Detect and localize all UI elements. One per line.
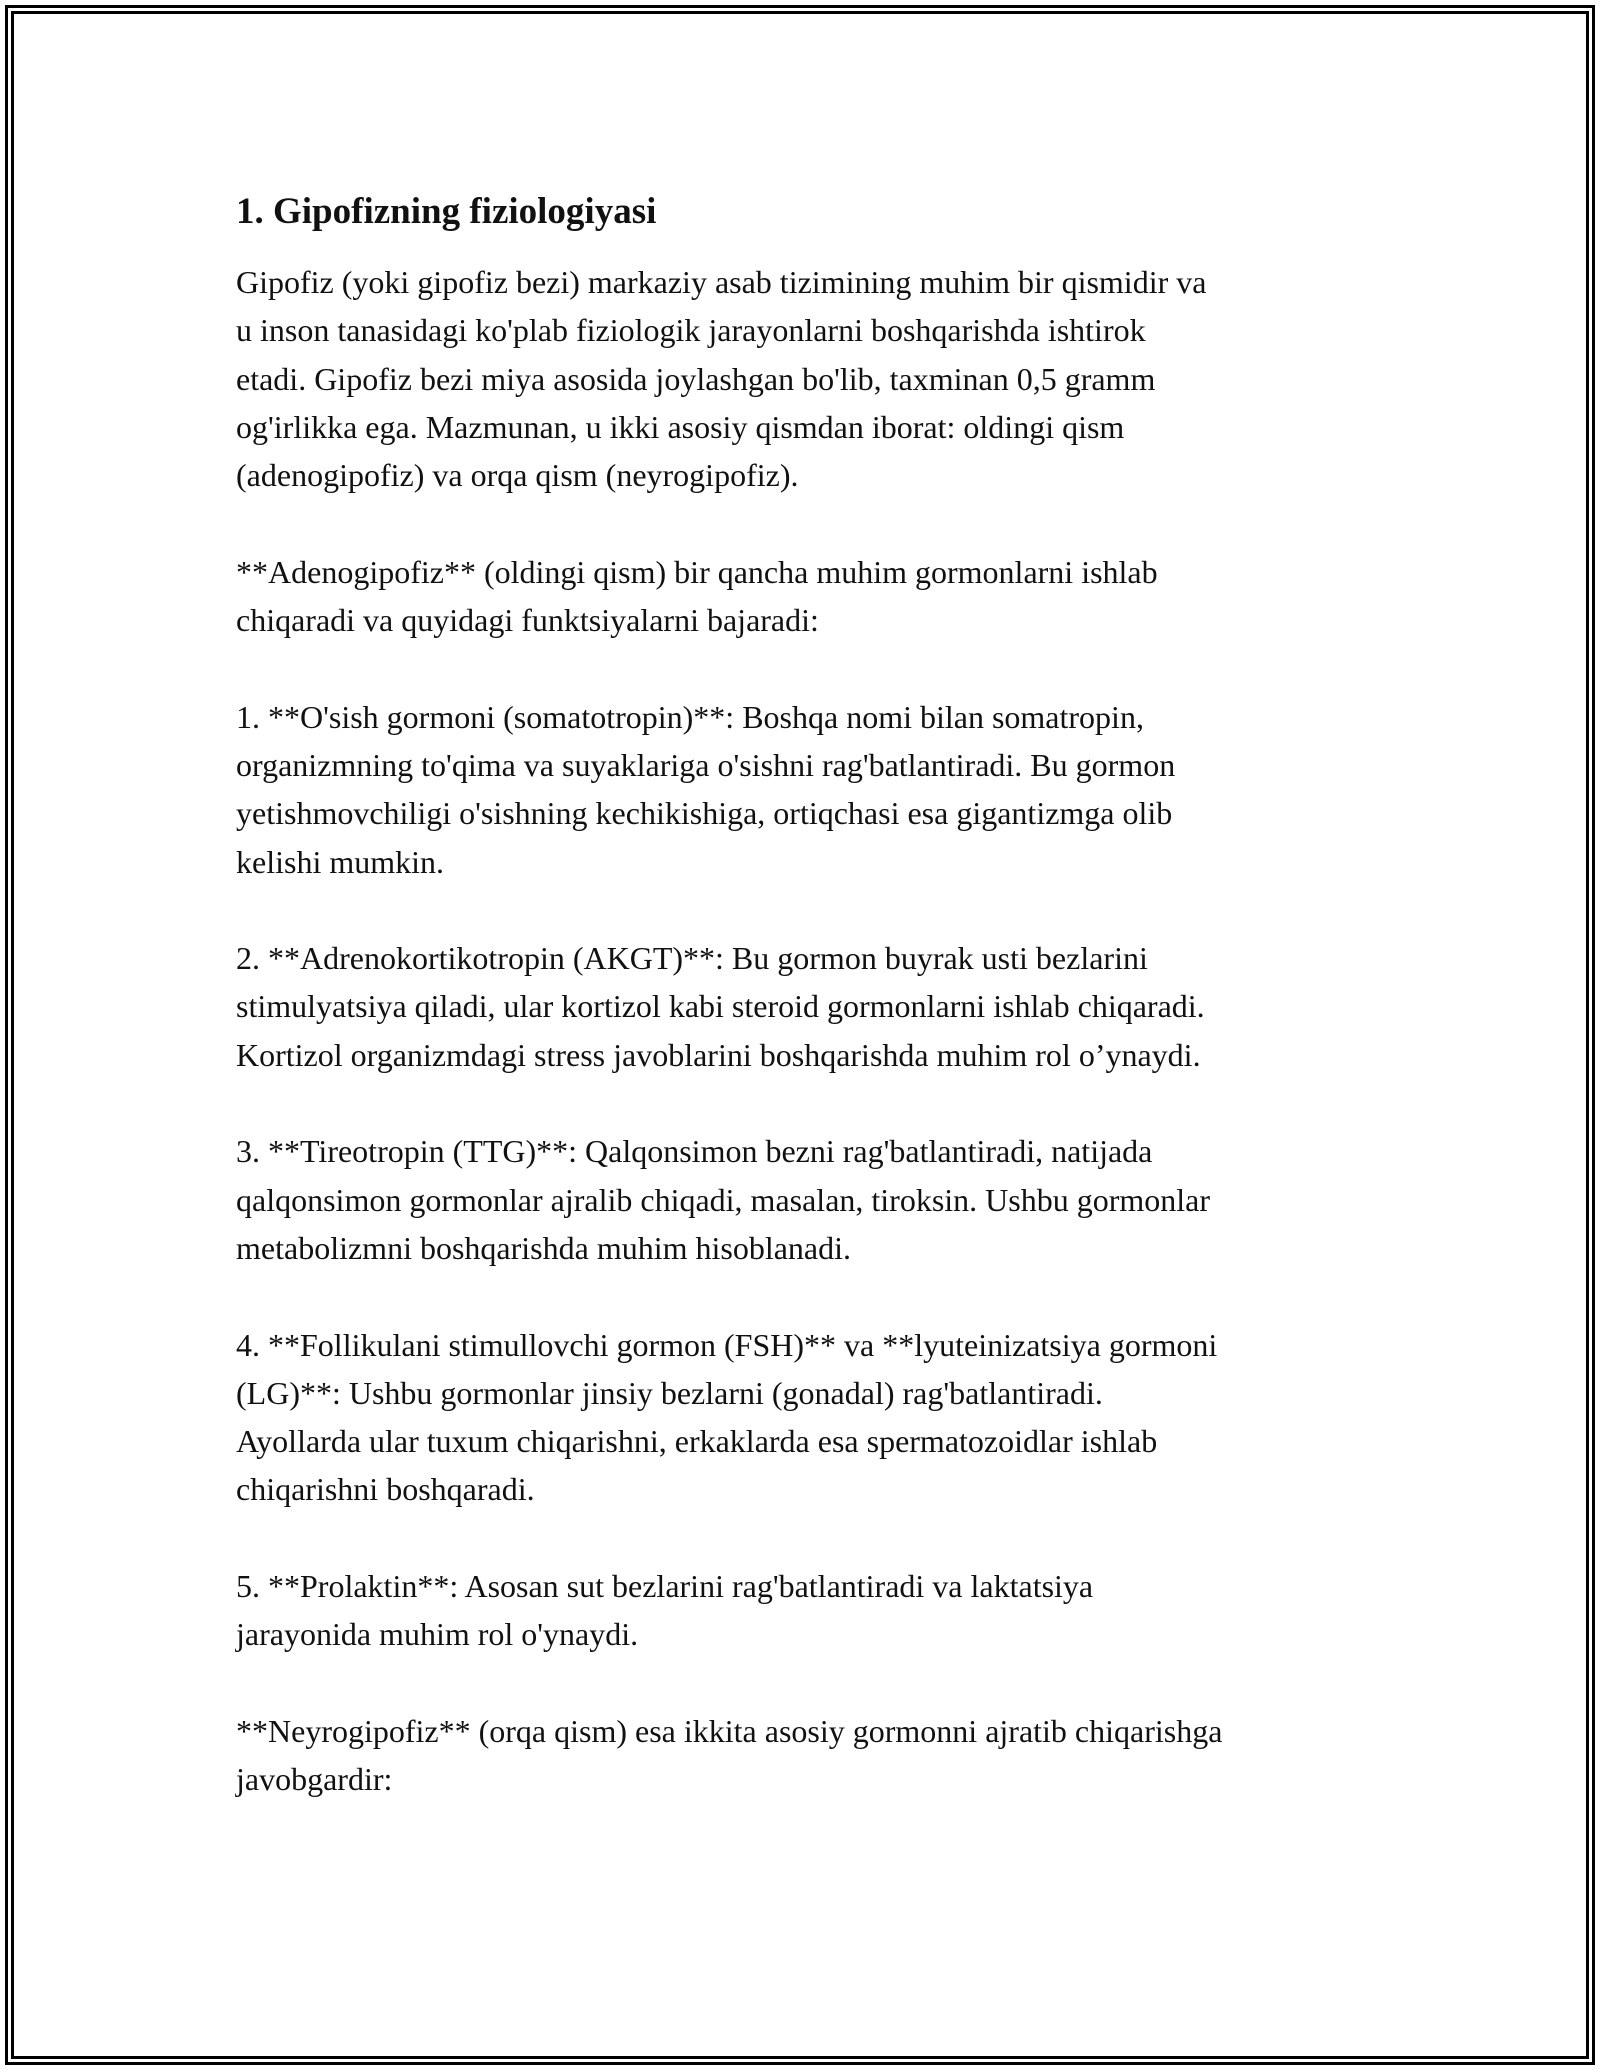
text-line: Gipofiz (yoki gipofiz bezi) markaziy asab tizimining muhim bir qismidir va xyxy=(236,264,1207,300)
text-line: 1. **O'sish gormoni (somatotropin)**: Boshqa nomi bilan somatropin, xyxy=(236,698,1144,735)
list-item-akgt xyxy=(236,934,1381,1079)
text-line: **Neyrogipofiz** (orqa qism) esa ikkita asosiy gormonni ajratib chiqarishga xyxy=(236,1712,1223,1749)
text-line: 2. **Adrenokortikotropin (AKGT)**: Bu gormon buyrak usti bezlarini xyxy=(236,940,1148,977)
text-line: 4. **Follikulani stimullovchi gormon (FSH)** va **lyuteinizatsiya gormoni xyxy=(236,1326,1218,1363)
intro-paragraph xyxy=(236,258,1381,499)
text-line: stimulyatsiya qiladi, ular kortizol kabi steroid gormonlarni ishlab chiqaradi. xyxy=(236,988,1205,1025)
list-item-prolaktin xyxy=(236,1562,1381,1659)
text-line: organizmning to'qima va suyaklariga o'sishni rag'batlantiradi. Bu gormon xyxy=(236,746,1176,783)
text-line: og'irlikka ega. Mazmunan, u ikki asosiy qismdan iborat: oldingi qism xyxy=(236,408,1125,445)
text-line: Ayollarda ular tuxum chiqarishni, erkaklarda esa spermatozoidlar ishlab xyxy=(236,1423,1158,1460)
text-line: etadi. Gipofiz bezi miya asosida joylashgan bo'lib, taxminan 0,5 gramm xyxy=(236,360,1156,397)
text-line: javobgardir: xyxy=(236,1761,393,1798)
text-line: chiqaradi va quyidagi funktsiyalarni bajaradi: xyxy=(236,602,819,639)
text-line: yetishmovchiligi o'sishning kechikishiga, ortiqchasi esa gigantizmga olib xyxy=(236,795,1173,832)
document-body xyxy=(236,188,1381,1852)
text-line: (LG)**: Ushbu gormonlar jinsiy bezlarni (gonadal) rag'batlantiradi. xyxy=(236,1374,1103,1411)
text-line: chiqarishni boshqaradi. xyxy=(236,1471,535,1508)
text-line: kelishi mumkin. xyxy=(236,843,444,880)
text-line: jarayonida muhim rol o'ynaydi. xyxy=(236,1616,639,1653)
text-line: **Adenogipofiz** (oldingi qism) bir qancha muhim gormonlarni ishlab xyxy=(236,553,1158,590)
text-line: (adenogipofiz) va orqa qism (neyrogipofiz). xyxy=(236,457,799,494)
adenogipofiz-paragraph xyxy=(236,548,1381,645)
list-item-fsh-lg xyxy=(236,1321,1381,1514)
document-title: 1. Gipofizning fiziologiyasi xyxy=(236,191,657,232)
text-line: 3. **Tireotropin (TTG)**: Qalqonsimon bezni rag'batlantiradi, natijada xyxy=(236,1133,1153,1170)
text-line: Kortizol organizmdagi stress javoblarini boshqarishda muhim rol o’ynaydi. xyxy=(236,1036,1201,1073)
neyrogipofiz-paragraph xyxy=(236,1707,1381,1804)
text-line: qalqonsimon gormonlar ajralib chiqadi, masalan, tiroksin. Ushbu gormonlar xyxy=(236,1181,1211,1218)
text-line: u inson tanasidagi ko'plab fiziologik jarayonlarni boshqarishda ishtirok xyxy=(236,312,1146,349)
list-item-ttg xyxy=(236,1127,1381,1272)
text-line: 5. **Prolaktin**: Asosan sut bezlarini rag'batlantiradi va laktatsiya xyxy=(236,1568,1094,1605)
list-item-somatotropin xyxy=(236,693,1381,886)
text-line: metabolizmni boshqarishda muhim hisoblanadi. xyxy=(236,1229,852,1266)
